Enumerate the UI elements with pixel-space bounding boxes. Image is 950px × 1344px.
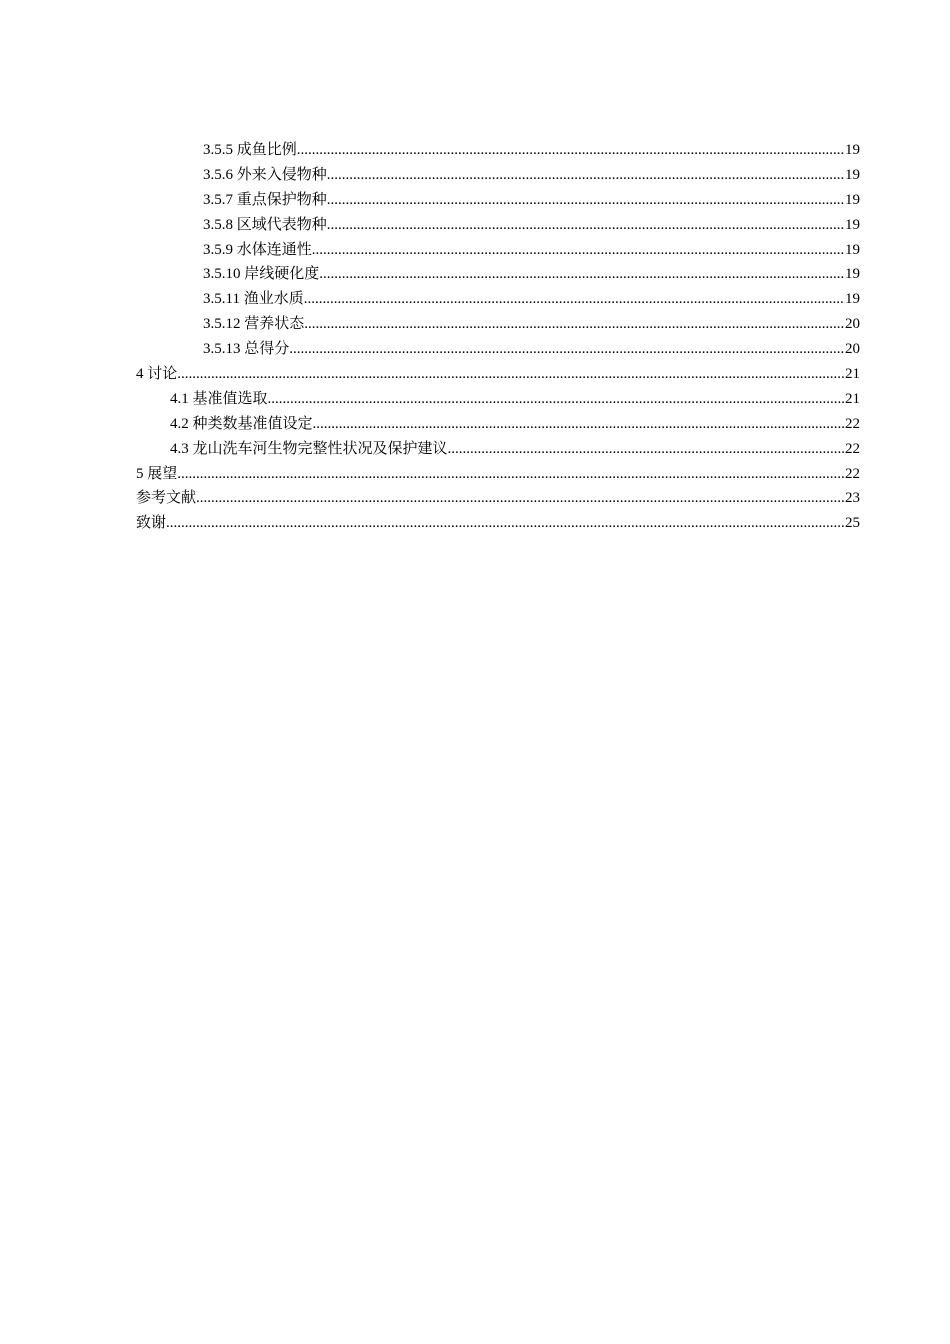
dot-leader <box>196 486 845 511</box>
toc-entry-4-1[interactable] <box>0 387 950 412</box>
dot-leader <box>319 262 845 287</box>
toc-entry-label: 3.5.6 外来入侵物种 <box>203 166 327 183</box>
dot-leader <box>327 188 845 213</box>
dot-leader <box>327 163 845 188</box>
toc-entry-page: 23 <box>845 490 860 507</box>
toc-entry-label: 3.5.12 营养状态 <box>203 316 305 333</box>
toc-entry-3-5-8[interactable] <box>0 213 950 238</box>
dot-leader <box>166 511 845 536</box>
dot-leader <box>297 138 845 163</box>
dot-leader <box>448 437 845 462</box>
toc-entry-page: 19 <box>845 216 860 233</box>
dot-leader <box>304 287 845 312</box>
toc-entry-label: 3.5.8 区域代表物种 <box>203 216 327 233</box>
toc-entry-label: 4.3 龙山洗车河生物完整性状况及保护建议 <box>170 440 448 457</box>
toc-entry-label: 4.1 基准值选取 <box>170 390 268 407</box>
toc-entry-references[interactable] <box>0 486 950 511</box>
toc-entry-page: 21 <box>845 366 860 383</box>
toc-entry-3-5-5[interactable] <box>0 138 950 163</box>
toc-entry-page: 22 <box>845 465 860 482</box>
toc-entry-page: 19 <box>845 191 860 208</box>
toc-entry-page: 20 <box>845 316 860 333</box>
toc-entry-label: 3.5.9 水体连通性 <box>203 241 312 258</box>
toc-entry-label: 3.5.7 重点保护物种 <box>203 191 327 208</box>
toc-entry-3-5-7[interactable] <box>0 188 950 213</box>
toc-entry-3-5-11[interactable] <box>0 287 950 312</box>
toc-entry-label: 3.5.5 成鱼比例 <box>203 142 297 158</box>
dot-leader <box>177 462 845 487</box>
dot-leader <box>304 312 845 337</box>
toc-entry-4-3[interactable] <box>0 437 950 462</box>
toc-entry-3-5-6[interactable] <box>0 163 950 188</box>
dot-leader <box>268 387 845 412</box>
toc-entry-4[interactable] <box>0 362 950 387</box>
toc-entry-label: 3.5.10 岸线硬化度 <box>203 266 320 283</box>
table-of-contents <box>0 138 950 536</box>
toc-entry-3-5-13[interactable] <box>0 337 950 362</box>
toc-entry-page: 21 <box>845 390 860 407</box>
toc-entry-4-2[interactable] <box>0 412 950 437</box>
toc-entry-label: 4 讨论 <box>136 366 178 383</box>
toc-entry-page: 19 <box>845 291 860 308</box>
dot-leader <box>327 213 845 238</box>
toc-entry-3-5-9[interactable] <box>0 238 950 263</box>
toc-entry-3-5-10[interactable] <box>0 262 950 287</box>
toc-entry-page: 20 <box>845 341 860 358</box>
toc-entry-label: 致谢 <box>136 515 167 532</box>
toc-entry-acknowledgements[interactable] <box>0 511 950 536</box>
dot-leader <box>177 362 845 387</box>
toc-entry-label: 参考文献 <box>136 490 197 507</box>
toc-entry-page: 19 <box>845 166 860 183</box>
toc-entry-label: 4.2 种类数基准值设定 <box>170 415 313 432</box>
toc-entry-5[interactable] <box>0 462 950 487</box>
dot-leader <box>289 337 845 362</box>
toc-entry-page: 19 <box>845 266 860 283</box>
toc-entry-label: 3.5.11 渔业水质 <box>203 291 304 308</box>
toc-entry-page: 19 <box>845 241 860 258</box>
toc-entry-label: 5 展望 <box>136 465 178 482</box>
toc-entry-page: 25 <box>845 515 860 532</box>
toc-entry-page: 22 <box>845 440 860 457</box>
toc-entry-label: 3.5.13 总得分 <box>203 341 290 358</box>
dot-leader <box>312 238 845 263</box>
toc-entry-page: 22 <box>845 415 860 432</box>
dot-leader <box>313 412 845 437</box>
toc-entry-page: 19 <box>845 142 860 158</box>
toc-entry-3-5-12[interactable] <box>0 312 950 337</box>
